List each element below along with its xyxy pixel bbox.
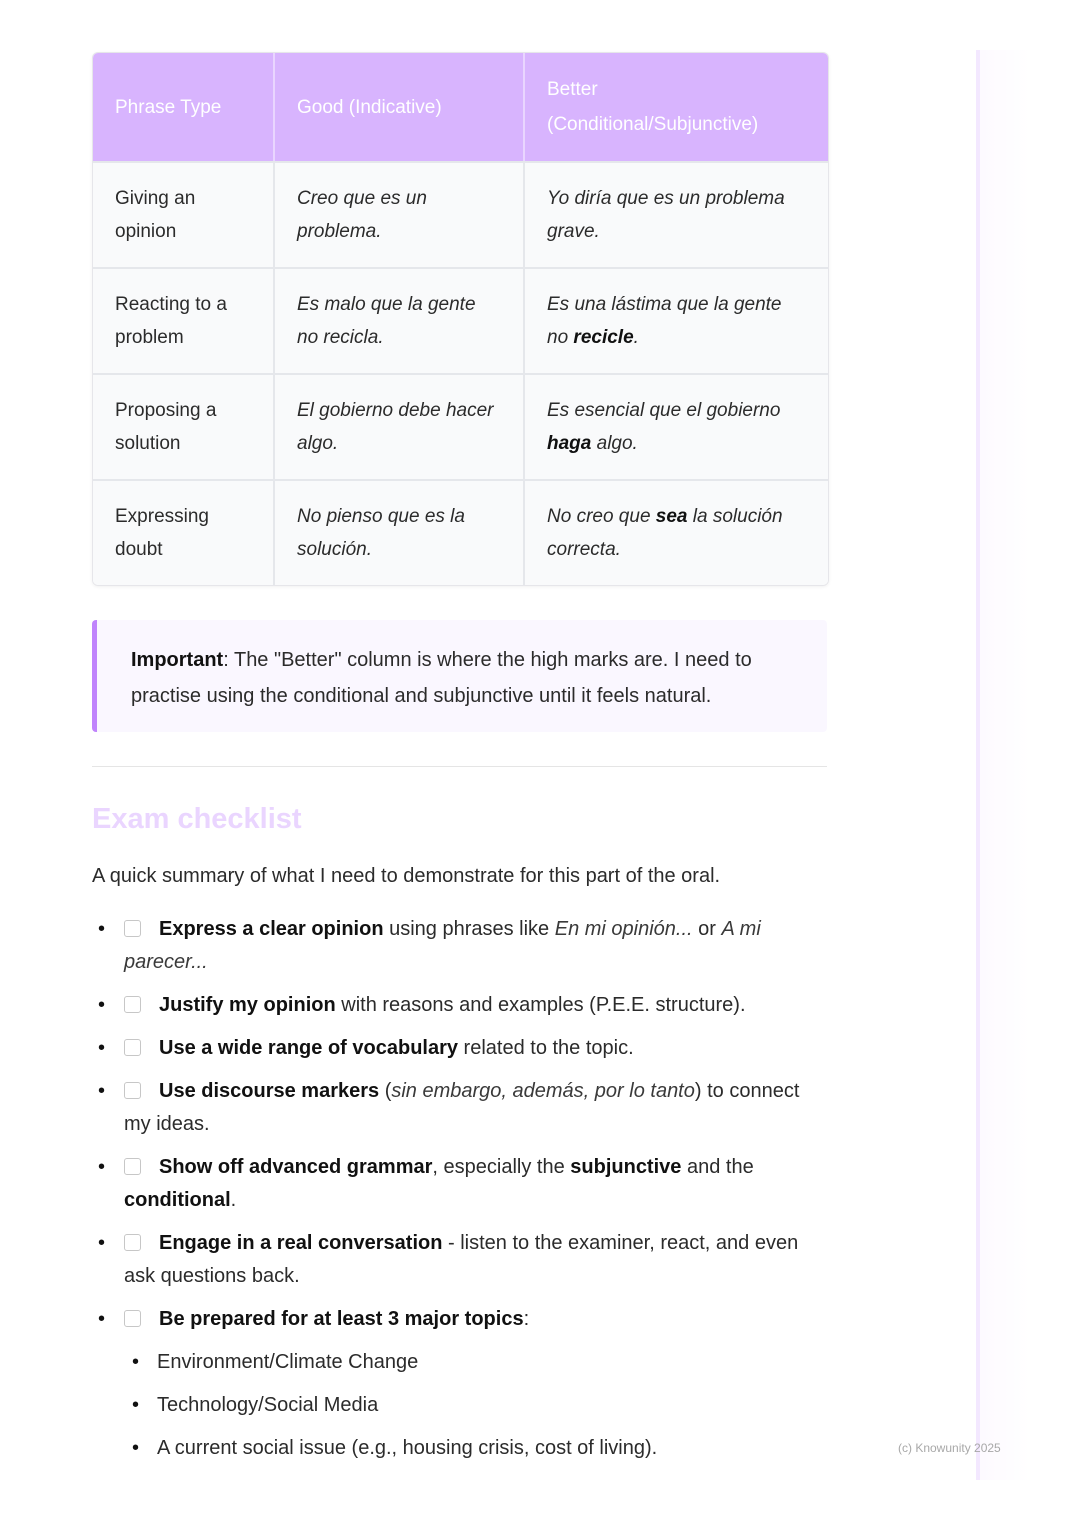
- better-text: Yo diría que es un problema grave.: [547, 188, 785, 242]
- checkbox[interactable]: [124, 920, 141, 937]
- item-text: with reasons and examples (P.E.E. structure).: [335, 994, 746, 1016]
- phrase-type-cell: Reacting to a problem: [93, 267, 275, 373]
- checklist-item: [92, 1303, 827, 1465]
- good-example-cell: El gobierno debe hacer algo.: [275, 373, 525, 479]
- good-example-cell: Creo que es un problema.: [275, 161, 525, 267]
- header-better: Better (Conditional/Subjunctive): [525, 53, 828, 161]
- better-text-end: .: [633, 327, 639, 348]
- better-text-end: algo.: [591, 433, 638, 454]
- table-header-row: [93, 53, 828, 161]
- good-example-cell: Es malo que la gente no recicla.: [275, 267, 525, 373]
- item-bold: Be prepared for at least 3 major topics: [159, 1308, 524, 1330]
- topic-item: • Environment/Climate Change: [124, 1346, 827, 1379]
- good-example-cell: No pienso que es la solución.: [275, 479, 525, 585]
- item-text: - listen to the examiner, react, and even ask questions back.: [124, 1232, 799, 1287]
- phrase-type-cell: Proposing a solution: [93, 373, 275, 479]
- header-good: Good (Indicative): [275, 53, 525, 161]
- checklist-item: [92, 1151, 827, 1217]
- item-text: .: [230, 1189, 237, 1211]
- section-intro: A quick summary of what I need to demonstrate for this part of the oral.: [92, 865, 721, 887]
- section-heading: Exam checklist: [92, 803, 302, 835]
- item-text: using phrases like: [383, 918, 555, 940]
- checklist-item: [92, 1227, 827, 1293]
- copyright-notice: (c) Knowunity 2025: [898, 1441, 1001, 1455]
- checklist-item: [92, 1075, 827, 1141]
- checkbox[interactable]: [124, 1158, 141, 1175]
- item-text: or: [692, 918, 722, 940]
- checklist-item: [92, 913, 827, 979]
- table-row: [93, 373, 828, 479]
- better-text: Es esencial que el gobierno: [547, 400, 781, 421]
- callout-label: Important: [131, 649, 224, 671]
- better-verb: haga: [547, 433, 592, 454]
- better-text-end: la solución correcta.: [547, 506, 783, 560]
- exam-checklist: [92, 913, 827, 1465]
- better-text: No creo que: [547, 506, 656, 527]
- item-bold: Use a wide range of vocabulary: [159, 1037, 458, 1059]
- better-example-cell: [525, 161, 828, 267]
- item-text: :: [523, 1308, 530, 1330]
- table-row: [93, 161, 828, 267]
- document-page: [92, 52, 827, 1475]
- checklist-item: [92, 989, 827, 1022]
- table-row: [93, 267, 828, 373]
- table-row: [93, 479, 828, 585]
- checkbox[interactable]: [124, 1234, 141, 1251]
- item-bold: conditional: [124, 1189, 231, 1211]
- callout-text: : The "Better" column is where the high marks are. I need to practise using the conditional and subjunctive until it feels natural.: [131, 649, 752, 707]
- item-text: related to the topic.: [458, 1037, 634, 1059]
- phrase-table: [92, 52, 829, 586]
- phrase-type-cell: Giving an opinion: [93, 161, 275, 267]
- item-bold: Show off advanced grammar: [159, 1156, 433, 1178]
- item-bold: subjunctive: [570, 1156, 682, 1178]
- item-bold: Use discourse markers: [159, 1080, 380, 1102]
- item-text: (: [379, 1080, 392, 1102]
- better-verb: recicle: [573, 327, 634, 348]
- checkbox[interactable]: [124, 996, 141, 1013]
- header-phrase-type: Phrase Type: [93, 53, 275, 161]
- item-bold: Justify my opinion: [159, 994, 336, 1016]
- topic-item: • Technology/Social Media: [124, 1389, 827, 1422]
- item-bold: Engage in a real conversation: [159, 1232, 443, 1254]
- checklist-item: [92, 1032, 827, 1065]
- checkbox[interactable]: [124, 1082, 141, 1099]
- page-side-rail: [976, 50, 1030, 1480]
- item-italic: En mi opinión...: [554, 918, 693, 940]
- item-text: and the: [681, 1156, 754, 1178]
- checkbox[interactable]: [124, 1039, 141, 1056]
- item-text: , especially the: [432, 1156, 571, 1178]
- checkbox[interactable]: [124, 1310, 141, 1327]
- topic-sublist: [124, 1346, 827, 1465]
- item-italic: sin embargo, además, por lo tanto: [391, 1080, 695, 1102]
- phrase-type-cell: Expressing doubt: [93, 479, 275, 585]
- better-text: Es una lástima que la gente no: [547, 294, 782, 348]
- important-callout: [92, 620, 827, 732]
- item-bold: Express a clear opinion: [159, 918, 384, 940]
- item-text: ) to connect my ideas.: [124, 1080, 800, 1135]
- section-divider: [92, 766, 827, 767]
- better-example-cell: [525, 479, 828, 585]
- item-italic: A mi parecer...: [124, 918, 761, 973]
- topic-item: • A current social issue (e.g., housing crisis, cost of living).: [124, 1432, 827, 1465]
- better-example-cell: [525, 267, 828, 373]
- better-example-cell: [525, 373, 828, 479]
- better-verb: sea: [655, 506, 688, 527]
